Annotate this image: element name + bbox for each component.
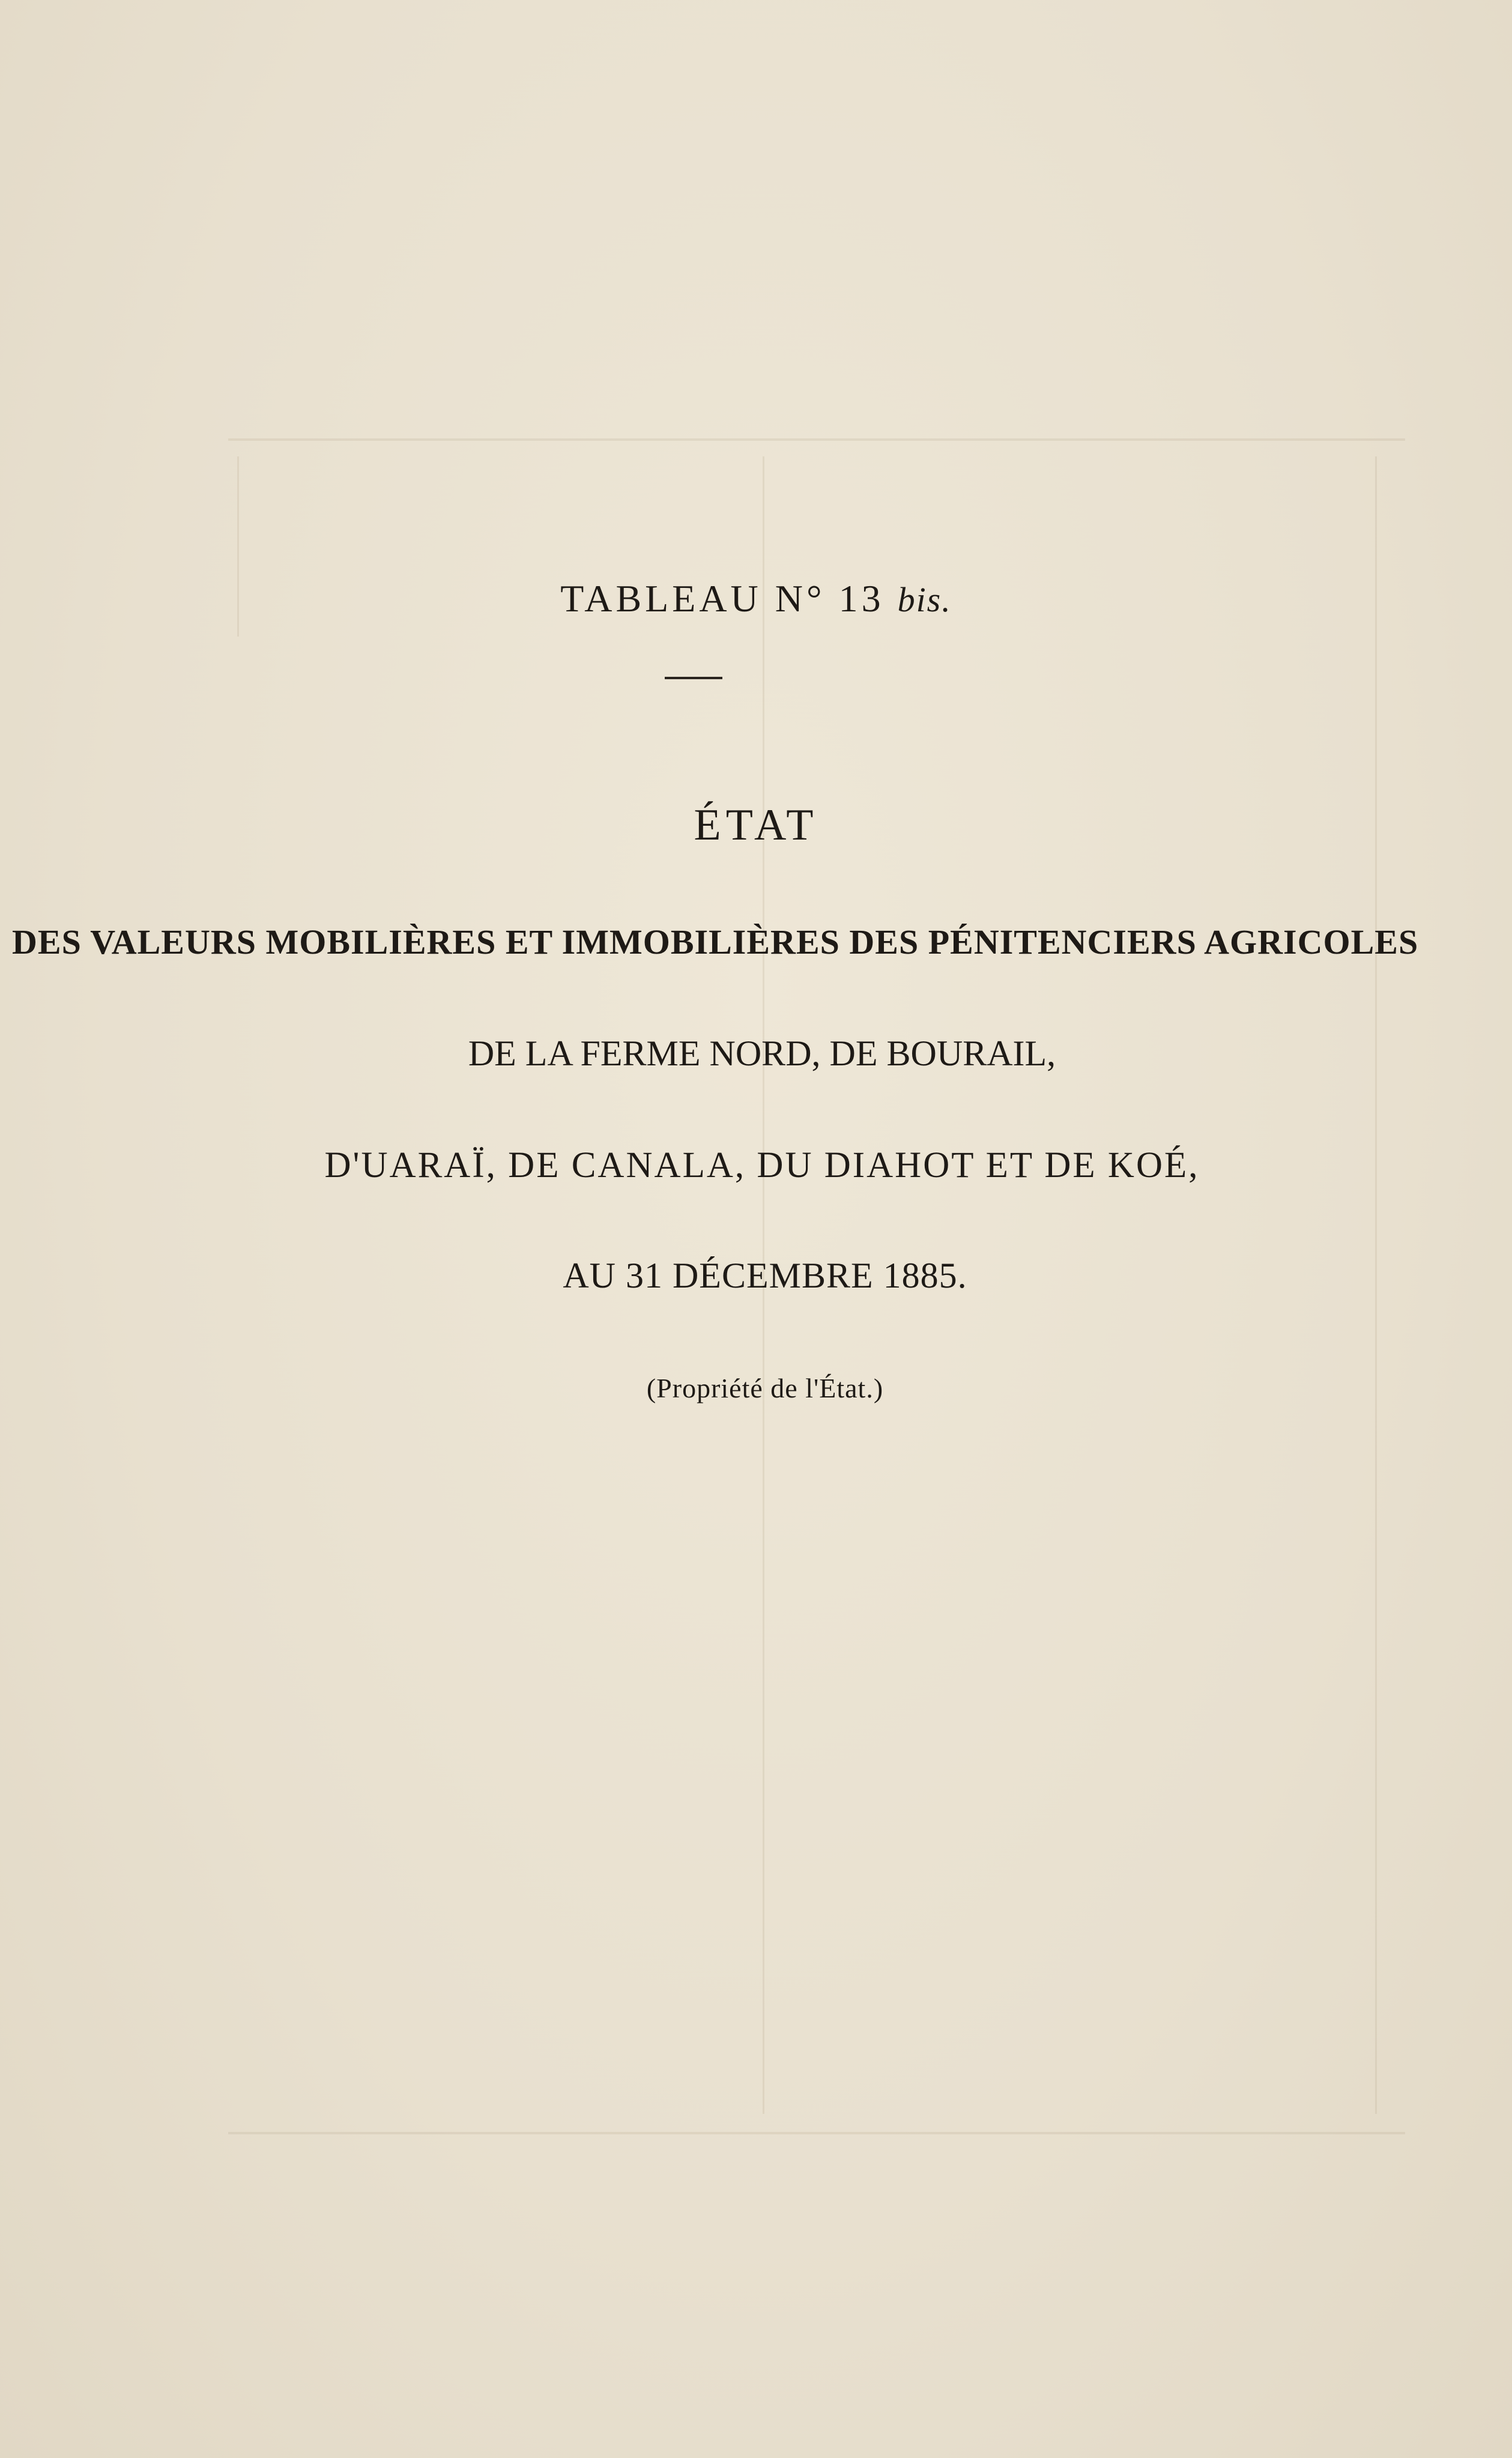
document-heading: ÉTAT	[694, 801, 818, 850]
bleed-through-rule	[228, 2132, 1405, 2134]
subtitle-ferme: DE LA FERME NORD, DE BOURAIL,	[468, 1034, 1056, 1073]
table-number	[0, 577, 1512, 621]
subtitle-date: AU 31 DÉCEMBRE 1885.	[563, 1256, 967, 1295]
table-number-suffix: bis.	[897, 580, 952, 619]
subtitle-locations: D'UARAÏ, DE CANALA, DU DIAHOT ET DE KOÉ,	[324, 1145, 1200, 1185]
ownership-note: (Propriété de l'État.)	[646, 1373, 884, 1403]
bleed-through-rule	[228, 438, 1405, 441]
table-number-label: TABLEAU N° 13	[560, 577, 885, 620]
subtitle-valeurs: DES VALEURS MOBILIÈRES ET IMMOBILIÈRES DES PÉNITENCIERS AGRICOLES	[12, 922, 1419, 961]
title-divider	[665, 677, 722, 679]
